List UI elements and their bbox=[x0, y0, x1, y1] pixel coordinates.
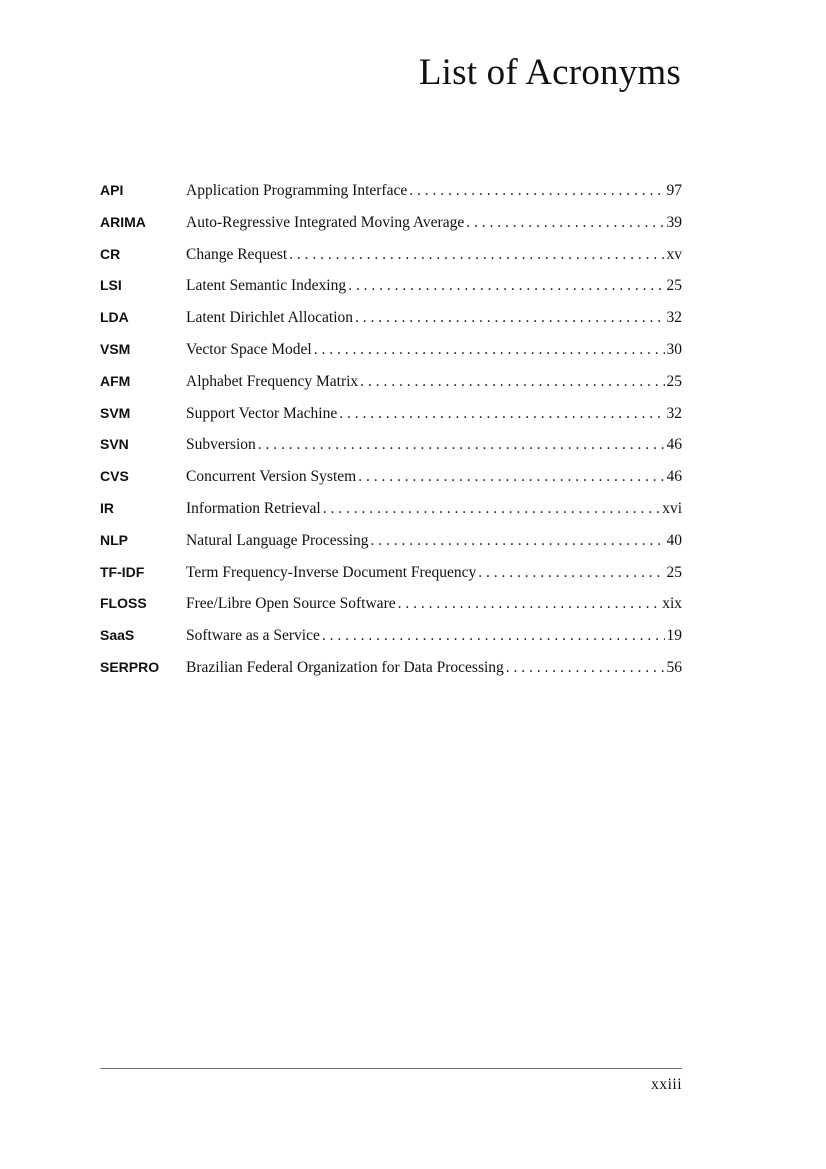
acronym-description: Information Retrieval bbox=[186, 499, 321, 517]
acronym-description: Application Programming Interface bbox=[186, 182, 408, 199]
acronym-description: Free/Libre Open Source Software bbox=[186, 595, 396, 613]
acronym-entry bbox=[186, 500, 682, 518]
acronym-entry bbox=[186, 564, 682, 582]
dot-leader bbox=[258, 436, 665, 454]
acronym-entry bbox=[186, 532, 682, 550]
dot-leader bbox=[289, 246, 664, 264]
acronym-abbreviation: IR bbox=[100, 499, 114, 516]
acronym-abbreviation: SaaS bbox=[100, 627, 135, 644]
acronym-entry bbox=[186, 341, 682, 359]
acronym-description: Latent Dirichlet Allocation bbox=[186, 309, 354, 327]
acronym-row bbox=[100, 500, 682, 532]
acronym-page-reference: 46 bbox=[666, 468, 682, 486]
acronym-description: Concurrent Version System bbox=[186, 468, 357, 486]
acronym-abbreviation: SERPRO bbox=[100, 658, 160, 675]
acronym-page-reference: 46 bbox=[666, 436, 682, 454]
acronym-abbreviation: NLP bbox=[100, 531, 128, 548]
dot-leader bbox=[348, 277, 664, 295]
acronym-entry bbox=[186, 436, 682, 454]
acronym-abbreviation: LSI bbox=[100, 277, 122, 294]
acronym-entry bbox=[186, 659, 682, 677]
dot-leader bbox=[409, 182, 664, 200]
acronym-description: Vector Space Model bbox=[186, 340, 312, 358]
acronym-abbreviation: LDA bbox=[100, 309, 129, 326]
acronym-page-reference: 30 bbox=[666, 340, 682, 358]
acronym-page-reference: 32 bbox=[666, 404, 682, 422]
dot-leader bbox=[360, 373, 664, 391]
acronym-entry bbox=[186, 627, 682, 645]
acronym-page-reference: 25 bbox=[666, 372, 682, 390]
page-title: List of Acronyms bbox=[418, 52, 681, 93]
acronym-row bbox=[100, 405, 682, 437]
acronym-row bbox=[100, 182, 682, 214]
acronym-row bbox=[100, 627, 682, 659]
acronym-abbreviation: CR bbox=[100, 245, 121, 262]
acronym-page-reference: 25 bbox=[666, 277, 682, 295]
acronym-description: Term Frequency-Inverse Document Frequency bbox=[186, 563, 477, 581]
acronym-page-reference: 19 bbox=[666, 627, 682, 645]
dot-leader bbox=[322, 627, 665, 645]
acronym-abbreviation: AFM bbox=[100, 372, 131, 389]
acronym-entry bbox=[186, 405, 682, 423]
acronym-row bbox=[100, 309, 682, 341]
acronym-description: Natural Language Processing bbox=[186, 531, 369, 549]
acronym-row bbox=[100, 373, 682, 405]
dot-leader bbox=[478, 564, 664, 582]
acronym-row bbox=[100, 564, 682, 596]
acronym-abbreviation: FLOSS bbox=[100, 595, 147, 612]
acronym-abbreviation: SVM bbox=[100, 404, 131, 421]
acronym-abbreviation: TF-IDF bbox=[100, 563, 145, 580]
acronym-abbreviation: CVS bbox=[100, 468, 129, 485]
footer-rule bbox=[100, 1068, 682, 1069]
acronym-entry bbox=[186, 468, 682, 486]
dot-leader bbox=[323, 500, 660, 518]
acronym-page-reference: xvi bbox=[662, 499, 682, 517]
acronym-page-reference: xv bbox=[666, 245, 682, 263]
acronym-page-reference: 97 bbox=[666, 182, 682, 199]
acronym-row bbox=[100, 436, 682, 468]
acronym-page-reference: xix bbox=[662, 595, 682, 613]
acronym-description: Latent Semantic Indexing bbox=[186, 277, 347, 295]
acronym-row bbox=[100, 341, 682, 373]
acronym-row bbox=[100, 214, 682, 246]
acronym-description: Brazilian Federal Organization for Data Processing bbox=[186, 658, 504, 676]
acronym-page-reference: 32 bbox=[666, 309, 682, 327]
acronym-list bbox=[100, 182, 682, 691]
acronym-page-reference: 40 bbox=[666, 531, 682, 549]
acronym-page-reference: 25 bbox=[666, 563, 682, 581]
acronym-row bbox=[100, 595, 682, 627]
acronym-abbreviation: API bbox=[100, 182, 124, 198]
dot-leader bbox=[355, 309, 664, 327]
acronym-row bbox=[100, 277, 682, 309]
acronym-page-reference: 56 bbox=[666, 658, 682, 676]
acronym-entry bbox=[186, 309, 682, 327]
dot-leader bbox=[339, 405, 664, 423]
acronym-entry bbox=[186, 595, 682, 613]
acronym-abbreviation: SVN bbox=[100, 436, 129, 453]
acronym-row bbox=[100, 532, 682, 564]
acronym-entry bbox=[186, 182, 682, 200]
acronym-abbreviation: VSM bbox=[100, 340, 131, 357]
acronym-description: Change Request bbox=[186, 245, 288, 263]
acronym-entry bbox=[186, 246, 682, 264]
acronym-description: Subversion bbox=[186, 436, 256, 454]
acronym-description: Software as a Service bbox=[186, 627, 320, 645]
acronym-description: Alphabet Frequency Matrix bbox=[186, 372, 359, 390]
acronym-entry bbox=[186, 214, 682, 232]
dot-leader bbox=[314, 341, 665, 359]
acronym-entry bbox=[186, 277, 682, 295]
acronym-row bbox=[100, 468, 682, 500]
dot-leader bbox=[506, 659, 665, 677]
acronym-description: Auto-Regressive Integrated Moving Average bbox=[186, 213, 465, 231]
acronym-abbreviation: ARIMA bbox=[100, 213, 146, 230]
page-number: xxiii bbox=[651, 1076, 682, 1093]
acronym-description: Support Vector Machine bbox=[186, 404, 338, 422]
dot-leader bbox=[371, 532, 665, 550]
acronym-row bbox=[100, 246, 682, 278]
acronym-entry bbox=[186, 373, 682, 391]
dot-leader bbox=[358, 468, 664, 486]
dot-leader bbox=[466, 214, 664, 232]
acronym-page-reference: 39 bbox=[666, 213, 682, 231]
dot-leader bbox=[398, 595, 661, 613]
acronym-row bbox=[100, 659, 682, 691]
